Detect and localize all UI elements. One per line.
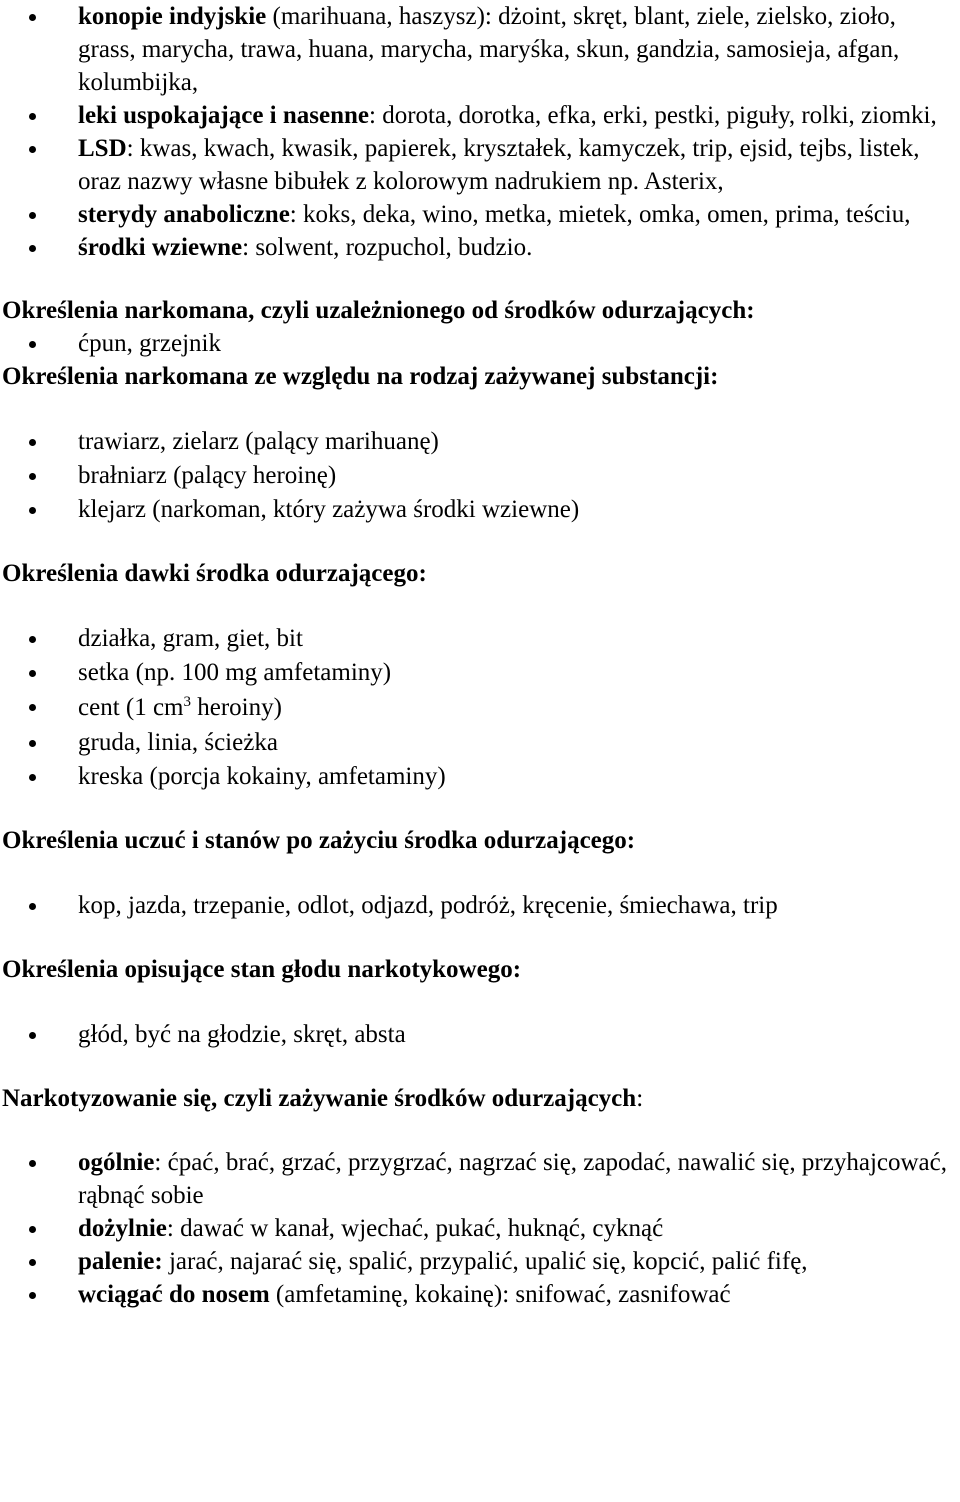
section-heading-hunger: Określenia opisujące stan głodu narkotykowego: [2,956,522,983]
heading-text: Narkotyzowanie się, czyli zażywanie środków odurzających [2,1085,637,1112]
term-label: wciągać do nosem [78,1281,270,1308]
term-description: : dawać w kanał, wjechać, pukać, huknąć, cyknąć [166,1215,664,1242]
term-label: leki uspokajające i nasenne [78,102,370,129]
list-item: brałniarz (palący heroinę) [0,459,960,493]
hunger-list [0,986,960,1082]
section-heading-using [0,1082,960,1115]
list-item-sterydy [0,198,960,231]
list-item: ćpun, grzejnik [0,327,960,360]
list-item-lsd [0,132,960,198]
term-label: palenie: [78,1248,163,1275]
list-item: kreska (porcja kokainy, amfetaminy) [0,760,960,794]
heading-colon: : [636,1085,644,1112]
list-item: setka (np. 100 mg amfetaminy) [0,656,960,690]
list-item: klejarz (narkoman, który zażywa środki wziewne) [0,493,960,527]
substance-user-list [0,393,960,557]
term-description: (marihuana, haszysz): dżoint, skręt, blant, ziele, zielsko, zioło, grass, marycha, trawa, huana, marycha, maryśka, skun, gandzia, samosieja, afgan, kolumbijka, [78,3,900,96]
term-label: ogólnie [78,1149,155,1176]
term-label: środki wziewne [78,234,243,261]
list-item-wciagac [0,1278,960,1311]
list-item: trawiarz, zielarz (palący marihuanę) [0,425,960,459]
term-description: : koks, deka, wino, metka, mietek, omka, omen, prima, teściu, [289,201,911,228]
dose-list [0,590,960,824]
item-text: cent (1 cm [78,694,184,721]
term-description: jarać, najarać się, spalić, przypalić, upalić się, kopcić, palić fifę, [162,1248,808,1275]
list-item-srodki-wziewne [0,231,960,264]
list-item [0,690,960,726]
term-label: konopie indyjskie [78,3,267,30]
term-description: (amfetaminę, kokainę): snifować, zasnifować [269,1281,731,1308]
section-heading-feelings: Określenia uczuć i stanów po zażyciu środka odurzającego: [2,827,636,854]
term-label: sterydy anaboliczne [78,201,290,228]
list-item: działka, gram, giet, bit [0,622,960,656]
feelings-list [0,857,960,953]
substance-slang-list [0,0,960,264]
term-label: LSD [78,135,127,162]
list-item-ogolnie [0,1146,960,1212]
term-description: : solwent, rozpuchol, budzio. [242,234,533,261]
term-description: : kwas, kwach, kwasik, papierek, kryształek, kamyczek, trip, ejsid, tejbs, listek, oraz nazwy własne bibułek z kolorowym nadrukiem np. Asterix, [78,135,920,195]
term-description: : ćpać, brać, grzać, przygrzać, nagrzać się, zapodać, nawalić się, przyhajcować, rąbnąć sobie [78,1149,947,1209]
list-item-palenie [0,1245,960,1278]
using-list [0,1115,960,1311]
section-heading-substance: Określenia narkomana ze względu na rodzaj zażywanej substancji: [2,363,719,390]
section-heading-dose: Określenia dawki środka odurzającego: [2,560,427,587]
term-label: dożylnie [78,1215,167,1242]
addict-list [0,327,960,360]
term-description: : dorota, dorotka, efka, erki, pestki, piguły, rolki, ziomki, [369,102,937,129]
section-heading-addict: Określenia narkomana, czyli uzależnionego od środków odurzających: [2,297,755,324]
item-text: heroiny) [191,694,282,721]
superscript: 3 [183,694,192,710]
list-item-dozylnie [0,1212,960,1245]
list-item-leki [0,99,960,132]
list-item: kop, jazda, trzepanie, odlot, odjazd, podróż, kręcenie, śmiechawa, trip [0,889,960,922]
list-item: gruda, linia, ścieżka [0,726,960,760]
list-item-konopie [0,0,960,99]
list-item: głód, być na głodzie, skręt, absta [0,1018,960,1051]
